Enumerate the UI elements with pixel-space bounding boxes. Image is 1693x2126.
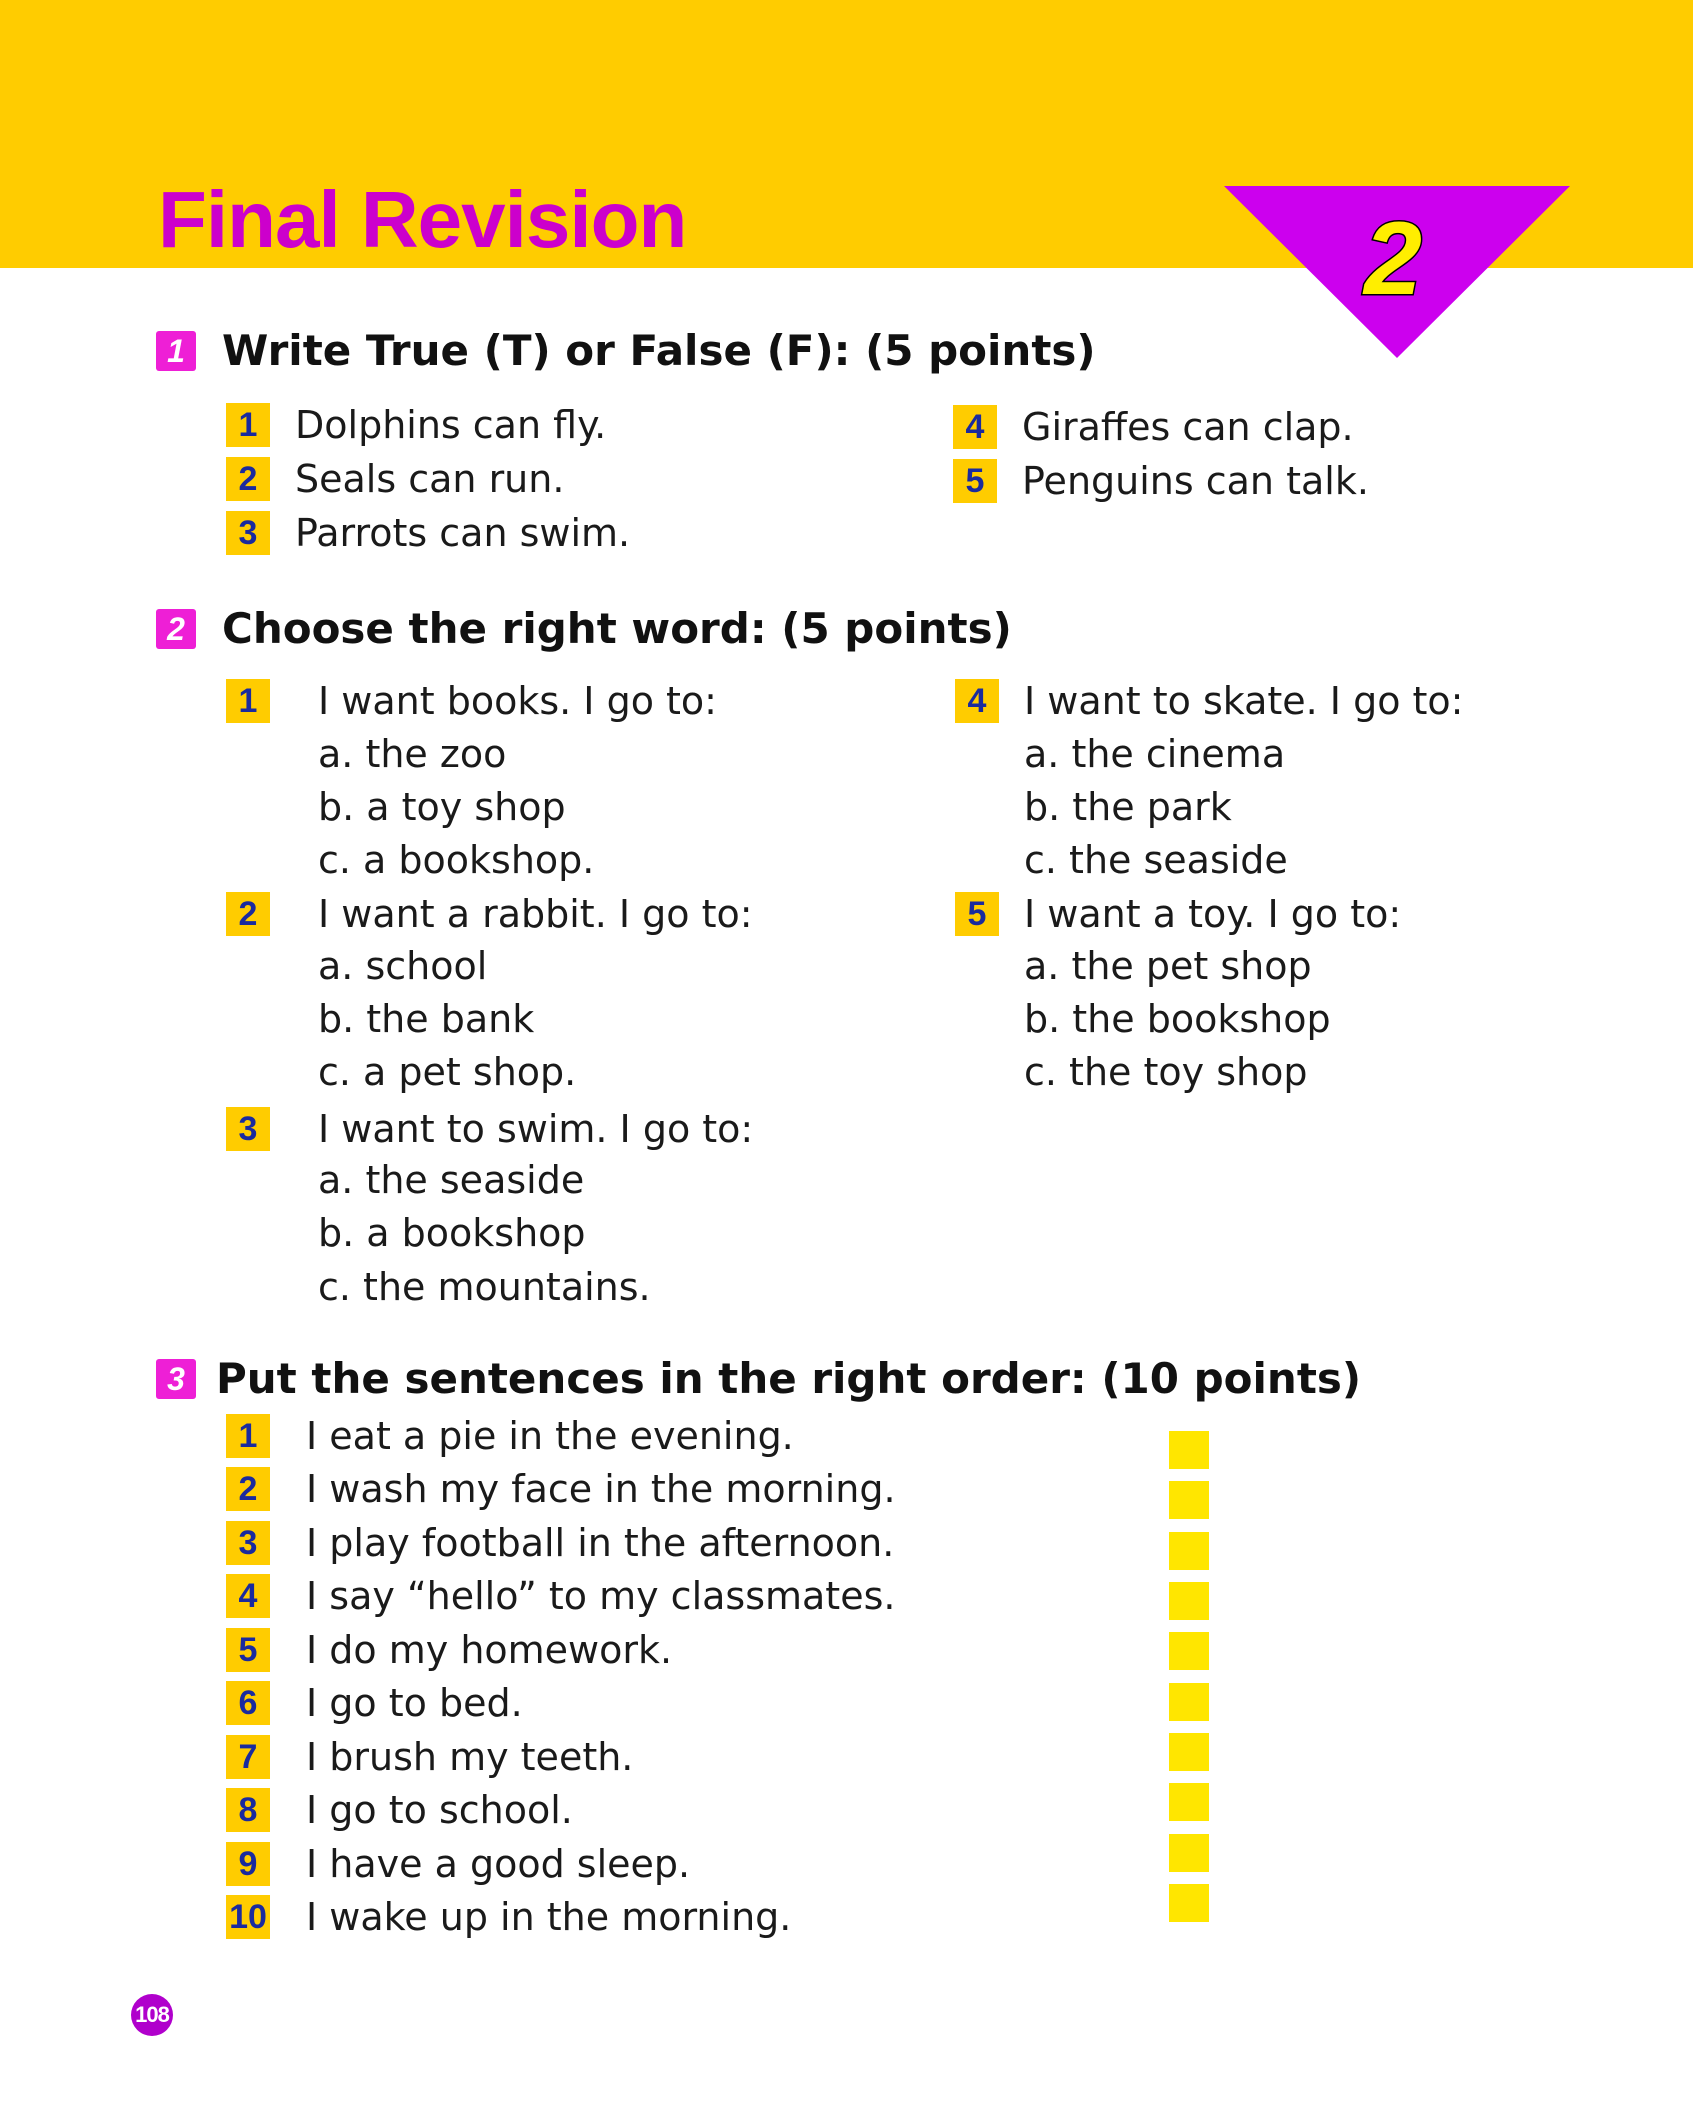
answer-option: b. a bookshop (318, 1211, 586, 1255)
item-number: 6 (226, 1681, 270, 1725)
section-2-number: 2 (156, 609, 196, 649)
order-item (226, 1571, 895, 1621)
section-1-number: 1 (156, 331, 196, 371)
answer-option: c. the seaside (1024, 838, 1288, 882)
answer-option: c. the mountains. (318, 1265, 651, 1309)
answer-option: c. a pet shop. (318, 1050, 577, 1094)
item-number: 8 (226, 1788, 270, 1832)
answer-box[interactable] (1169, 1783, 1209, 1821)
question-text: I want a toy. I go to: (1024, 892, 1402, 936)
item-number: 3 (226, 1521, 270, 1565)
answer-option: b. the bookshop (1024, 997, 1331, 1041)
section-2-heading (156, 604, 1012, 653)
answer-box[interactable] (1169, 1582, 1209, 1620)
tf-statement: Giraffes can clap. (1022, 405, 1354, 449)
item-number: 3 (226, 1107, 270, 1151)
answer-option: a. the cinema (1024, 732, 1286, 776)
order-sentence: I brush my teeth. (306, 1735, 634, 1779)
item-number: 4 (953, 405, 997, 449)
answer-box[interactable] (1169, 1532, 1209, 1570)
question-text: I want a rabbit. I go to: (318, 892, 753, 936)
tf-item (953, 402, 1354, 452)
question-item (955, 676, 1464, 726)
item-number: 5 (226, 1628, 270, 1672)
answer-box[interactable] (1169, 1481, 1209, 1519)
answer-option: c. a bookshop. (318, 838, 595, 882)
order-item (226, 1678, 523, 1728)
answer-option: b. a toy shop (318, 785, 566, 829)
section-1-title: Write True (T) or False (F): (5 points) (222, 326, 1096, 375)
item-number: 9 (226, 1842, 270, 1886)
unit-badge-number: 2 (1364, 201, 1422, 317)
order-item (226, 1464, 896, 1514)
section-3-heading (156, 1354, 1361, 1403)
answer-box[interactable] (1169, 1834, 1209, 1872)
answer-option: a. the seaside (318, 1158, 585, 1202)
section-2-title: Choose the right word: (5 points) (222, 604, 1012, 653)
section-1-heading (156, 326, 1096, 375)
answer-box[interactable] (1169, 1884, 1209, 1922)
answer-option: b. the bank (318, 997, 535, 1041)
order-item (226, 1518, 894, 1568)
question-item (226, 676, 717, 726)
answer-option: a. school (318, 944, 488, 988)
item-number: 2 (226, 1467, 270, 1511)
order-item (226, 1785, 573, 1835)
order-item (226, 1625, 672, 1675)
answer-option: c. the toy shop (1024, 1050, 1308, 1094)
tf-statement: Seals can run. (295, 457, 565, 501)
page-number: 108 (131, 1994, 173, 2036)
tf-item (226, 508, 630, 558)
order-item (226, 1892, 791, 1942)
answer-option: a. the pet shop (1024, 944, 1312, 988)
question-text: I want books. I go to: (318, 679, 717, 723)
order-sentence: I have a good sleep. (306, 1842, 691, 1886)
tf-statement: Penguins can talk. (1022, 459, 1369, 503)
order-item (226, 1839, 690, 1889)
question-text: I want to skate. I go to: (1024, 679, 1464, 723)
page-title: Final Revision (158, 175, 687, 264)
question-item (226, 889, 753, 939)
answer-option: b. the park (1024, 785, 1232, 829)
unit-badge (1224, 184, 1570, 360)
order-sentence: I eat a pie in the evening. (306, 1414, 794, 1458)
item-number: 3 (226, 511, 270, 555)
item-number: 7 (226, 1735, 270, 1779)
item-number: 2 (226, 892, 270, 936)
item-number: 5 (953, 459, 997, 503)
question-item (226, 1104, 753, 1154)
order-sentence: I say “hello” to my classmates. (306, 1574, 896, 1618)
answer-option: a. the zoo (318, 732, 507, 776)
order-sentence: I go to bed. (306, 1681, 523, 1725)
item-number: 5 (955, 892, 999, 936)
order-sentence: I wake up in the morning. (306, 1895, 792, 1939)
question-text: I want to swim. I go to: (318, 1107, 754, 1151)
item-number: 10 (226, 1895, 270, 1939)
section-3-number: 3 (156, 1359, 196, 1399)
item-number: 4 (955, 679, 999, 723)
order-sentence: I do my homework. (306, 1628, 673, 1672)
order-sentence: I go to school. (306, 1788, 573, 1832)
tf-item (226, 454, 564, 504)
tf-statement: Parrots can swim. (295, 511, 631, 555)
order-item (226, 1732, 633, 1782)
answer-box[interactable] (1169, 1733, 1209, 1771)
item-number: 1 (226, 403, 270, 447)
order-item (226, 1411, 794, 1461)
tf-item (226, 400, 606, 450)
answer-box[interactable] (1169, 1632, 1209, 1670)
tf-statement: Dolphins can fly. (295, 403, 607, 447)
answer-box[interactable] (1169, 1683, 1209, 1721)
item-number: 1 (226, 1414, 270, 1458)
order-sentence: I play football in the afternoon. (306, 1521, 895, 1565)
question-item (955, 889, 1401, 939)
item-number: 2 (226, 457, 270, 501)
section-3-title: Put the sentences in the right order: (10 points) (216, 1354, 1362, 1403)
item-number: 4 (226, 1574, 270, 1618)
answer-box[interactable] (1169, 1431, 1209, 1469)
item-number: 1 (226, 679, 270, 723)
order-sentence: I wash my face in the morning. (306, 1467, 896, 1511)
tf-item (953, 456, 1369, 506)
